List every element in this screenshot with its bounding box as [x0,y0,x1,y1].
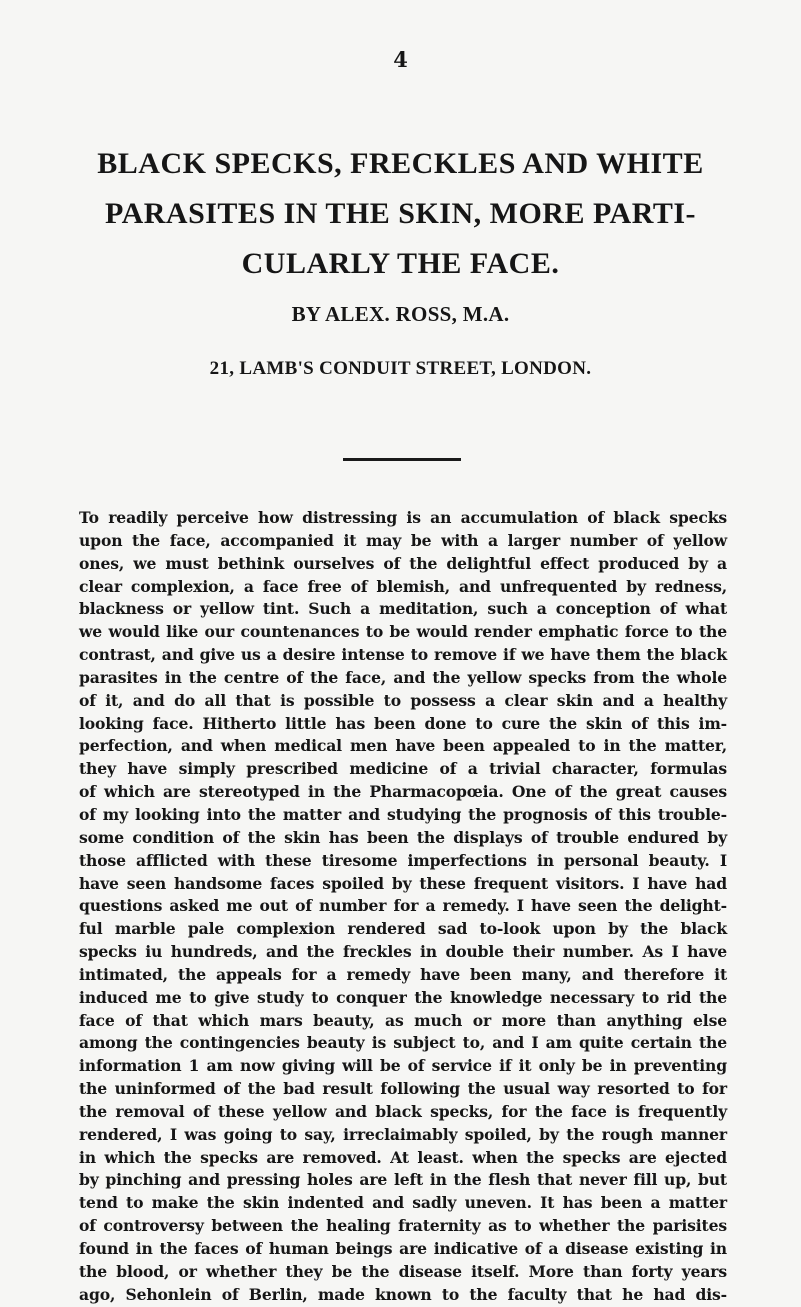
body-line: perfection, and when medical men have been appealed to in the matter, [79,736,727,756]
body-line: specks iu hundreds, and the freckles in double their number. As I have [79,942,727,962]
body-line: those afflicted with these tiresome imperfections in personal beauty. I [79,850,727,870]
body-line: contrast, and give us a desire intense to remove if we have them the black [79,645,727,665]
body-line: the removal of these yellow and black specks, for the face is frequently [79,1101,727,1121]
body-line: of my looking into the matter and studying the prognosis of this trouble- [79,804,727,824]
title-line: CULARLY THE FACE. [241,247,560,280]
body-line: questions asked me out of number for a remedy. I have seen the delight- [79,896,727,916]
body-line: induced me to give study to conquer the knowledge necessary to rid the [79,987,727,1007]
body-line: found in the faces of human beings are indicative of a disease existing in [79,1239,727,1258]
body-line: upon the face, accompanied it may be with a larger number of yellow [79,530,727,550]
page-number: 4 [393,47,408,72]
article-title [40,139,761,289]
body-line: among the contingencies beauty is subject to, and I am quite certain the [79,1033,727,1053]
body-line: looking face. Hitherto little has been done to cure the skin of this im- [79,713,727,733]
body-line: face of that which mars beauty, as much or more than anything else [79,1010,727,1030]
body-line: blackness or yellow tint. Such a meditation, such a conception of what [79,599,727,619]
body-line: of controversy between the healing fraternity as to whether the parisites [79,1216,727,1236]
body-line: rendered, I was going to say, irreclaimably spoiled, by the rough manner [79,1124,727,1144]
section-divider [343,458,461,461]
body-line: in which the specks are removed. At least. when the specks are ejected [79,1147,727,1167]
body-line: by pinching and pressing holes are left in the flesh that never fill up, but [79,1170,727,1190]
body-line: clear complexion, a face free of blemish, and unfrequented by redness, [79,576,727,596]
body-line: information 1 am now giving will be of service if it only be in preventing [79,1056,727,1076]
body-line: have seen handsome faces spoiled by these frequent visitors. I have had [79,873,727,893]
body-line: we would like our countenances to be would render emphatic force to the [79,622,727,642]
body-line: of it, and do all that is possible to possess a clear skin and a healthy [79,690,727,710]
body-line: ful marble pale complexion rendered sad to-look upon by the black [79,919,727,939]
body-line: ago, Sehonlein of Berlin, made known to the faculty that he had dis- [79,1284,727,1304]
body-line: of which are stereotyped in the Pharmacopœia. One of the great causes [79,782,727,802]
title-line: PARASITES IN THE SKIN, MORE PARTI- [104,197,697,230]
body-line: tend to make the skin indented and sadly uneven. It has been a matter [79,1193,727,1213]
body-line: they have simply prescribed medicine of a trivial character, formulas [79,759,727,779]
author-byline: BY ALEX. ROSS, M.A. [291,302,510,326]
body-line: To readily perceive how distressing is an accumulation of black specks [79,508,727,527]
body-line: the uninformed of the bad result following the usual way resorted to for [79,1079,727,1099]
title-line: BLACK SPECKS, FRECKLES AND WHITE [97,147,704,180]
body-line: parasites in the centre of the face, and the yellow specks from the whole [79,667,727,687]
body-line: some condition of the skin has been the displays of trouble endured by [79,827,727,847]
author-address: 21, LAMB'S CONDUIT STREET, LONDON. [209,358,592,379]
body-paragraph [79,507,727,1307]
body-line: ones, we must bethink ourselves of the delightful effect produced by a [79,553,727,573]
body-line: the blood, or whether they be the disease itself. More than forty years [79,1261,727,1281]
body-line: intimated, the appeals for a remedy have been many, and therefore it [79,964,727,984]
